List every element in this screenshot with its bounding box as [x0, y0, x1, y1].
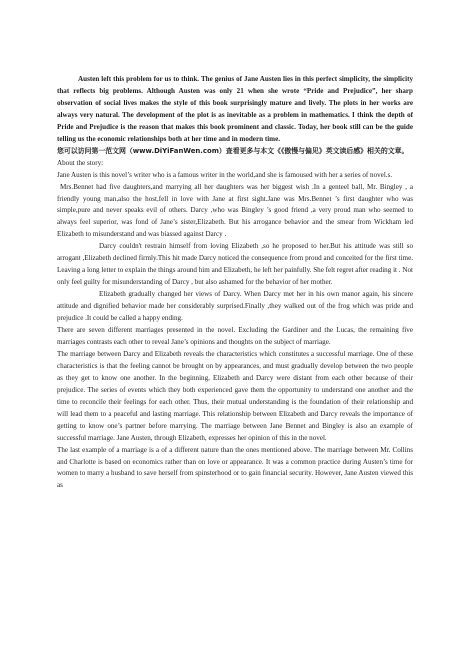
- intro-paragraph: Austen left this problem for us to think. The genius of Jane Austen lies in this perfect simplicity, the simplicity that reflects big problems. Although Austen was only 21 when she wrote “Pride and Prejudice”, her sharp observation of social lives makes the style of this book surprisingly mature and lively. The plots in her works are always very natural. The development of the plot is as inevitable as a problem in mathematics. I think the depth of Pride and Prejudice is the reason that makes this book prominent and classic. Today, her book still can be the guide telling us the economic relationships both at her time and in modern time.: [57, 75, 413, 143]
- paragraph-seven-marriages: There are seven different marriages presented in the novel. Excluding the Gardiner and the Lucas, the remaining five marriages contrasts each other to reveal Jane’s opinions and thoughts on the subject of marriage.: [57, 326, 413, 346]
- paragraph-collins-charlotte: The last example of a marriage is a of a different nature than the ones mentioned above. The marriage between Mr. Collins and Charlotte is based on economics rather than on love or appearance. It was a common practice during Austen’s time for women to marry a husband to save herself from spinsterhood or to gain financial security. However, Jane Austen viewed this as: [57, 445, 413, 490]
- paragraph-darcy-proposal: Darcy couldn't restrain himself from loving Elizabeth ,so he proposed to her.But his attitude was still so arrogant ,Elizabeth declined firmly.This hit made Darcy noticed the consequence from proud and conceited for the first time. Leaving a long letter to explain the things around him and Elizabeth, he left her painfully. She felt regret after reading it . Not only feel guilty for misunderstanding of Darcy , but also ashamed for the behavior of her mother.: [57, 242, 413, 287]
- paragraph-darcy-elizabeth-marriage: The marriage between Darcy and Elizabeth reveals the characteristics which constitutes a successful marriage. One of these characteristics is that the feeling cannot be brought on by appearances, and must gradually develop between the two people as they get to know one another. In the beginning, Elizabeth and Darcy were distant from each other because of their prejudice. The series of events which they both experienced gave them the opportunity to understand one another and the time to reconcile their feelings for each other. Thus, their mutual understanding is the foundation of their relationship and will lead them to a peaceful and lasting marriage. This relationship between Elizabeth and Darcy reveals the importance of getting to know one’s partner before marrying. The marriage between Jane Bennet and Bingley is also an example of successful marriage. Jane Austen, through Elizabeth, expresses her opinion of this in the novel.: [57, 349, 413, 442]
- paragraph-elizabeth-change: Elizabeth gradually changed her views of Darcy. When Darcy met her in his own manor again, his sincere attitude and dignified behavior made her considerably surprised.Finally ,they walked out of the frog which was pride and prejudice .It could be called a happy ending.: [57, 290, 413, 323]
- chinese-note: 您可以访问第一范文网（www.DiYiFanWen.com）查看更多与本文《《傲慢与偏见》英文读后感》相关的文章。: [57, 146, 409, 155]
- paragraph-author: Jane Austen is this novel’s writer who is a famous writer in the world,and she is famoused with her a series of novel.s.: [57, 170, 393, 179]
- about-heading: About the story:: [57, 158, 104, 167]
- paragraph-bennet: Mrs.Bennet had five daughters,and marrying all her daughters was her biggest wish .In a genteel ball, Mr. Bingley , a friendly young man,also the host,fell in love with Jane at first sight.Jane was Mrs.Bennet ’s first daughter who was simple,pure and never speaks evil of others. Darcy ,who was Bingley ’s good friend ,a very proud man who seemed to always feel superior, was fond of Jane’s sister,Elizabeth. But his arrogance behavior and the smear from Wickham led Elizabeth to misunderstand and was biassed against Darcy .: [57, 182, 413, 239]
